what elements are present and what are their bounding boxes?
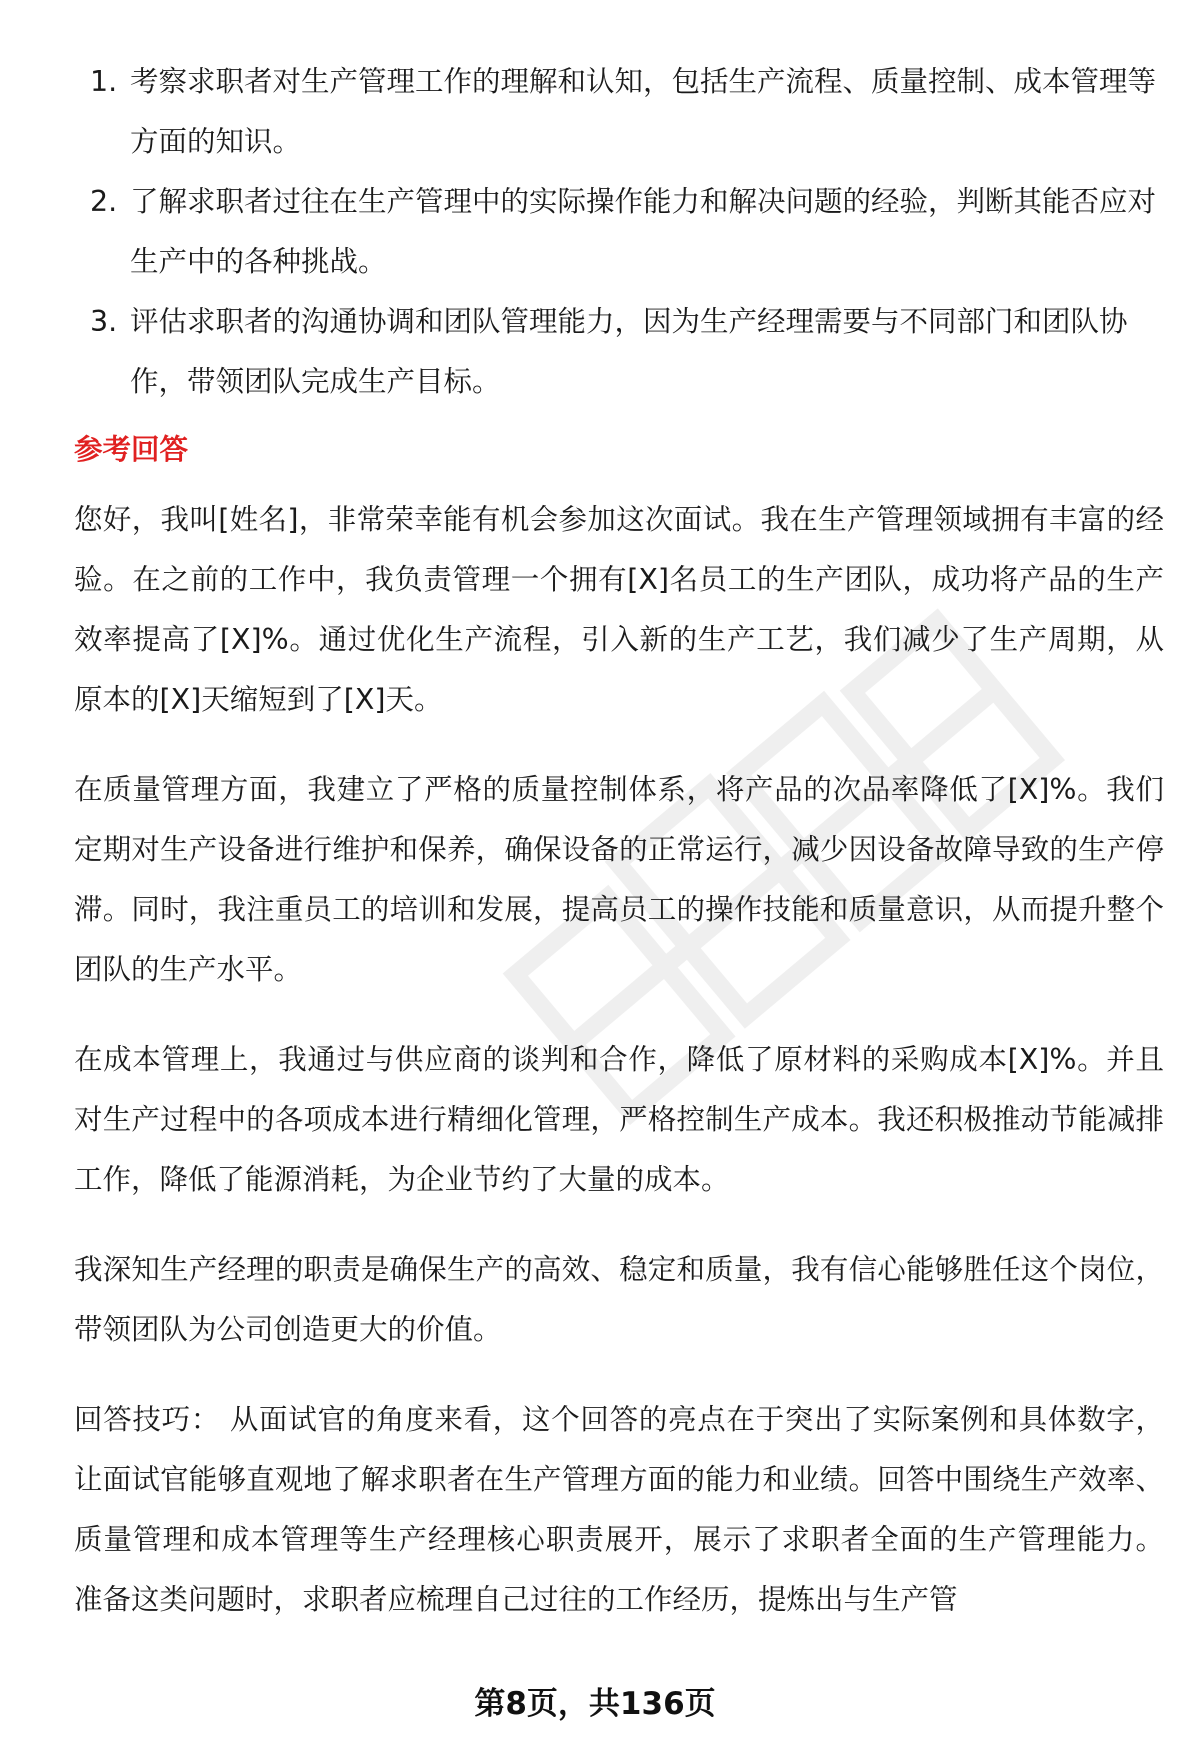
list-item-text: 考察求职者对生产管理工作的理解和认知，包括生产流程、质量控制、成本管理等方面的知识。 [130,65,1157,158]
list-item-number: 3. [90,305,118,338]
list-item-text: 评估求职者的沟通协调和团队管理能力，因为生产经理需要与不同部门和团队协作，带领团队完成生产目标。 [130,305,1128,398]
list-item [74,52,1164,172]
list-item [74,172,1164,292]
answer-paragraph: 您好，我叫[姓名]，非常荣幸能有机会参加这次面试。我在生产管理领域拥有丰富的经验。在之前的工作中，我负责管理一个拥有[X]名员工的生产团队，成功将产品的生产效率提高了[X]%。通过优化生产流程，引入新的生产工艺，我们减少了生产周期，从原本的[X]天缩短到了[X]天。 [74,503,1164,716]
list-item-number: 2. [90,185,118,218]
document-content [74,52,1164,1660]
answer-paragraph: 在成本管理上，我通过与供应商的谈判和合作，降低了原材料的采购成本[X]%。并且对生产过程中的各项成本进行精细化管理，严格控制生产成本。我还积极推动节能减排工作，降低了能源消耗，为企业节约了大量的成本。 [74,1043,1164,1196]
intro-list [74,52,1164,412]
list-item [74,292,1164,412]
answer-paragraph: 在质量管理方面，我建立了严格的质量控制体系，将产品的次品率降低了[X]%。我们定期对生产设备进行维护和保养，确保设备的正常运行，减少因设备故障导致的生产停滞。同时，我注重员工的培训和发展，提高员工的操作技能和质量意识，从而提升整个团队的生产水平。 [74,773,1164,986]
answer-paragraph: 我深知生产经理的职责是确保生产的高效、稳定和质量，我有信心能够胜任这个岗位，带领团队为公司创造更大的价值。 [74,1253,1164,1346]
section-heading: 参考回答 [74,433,189,466]
list-item-number: 1. [90,65,118,98]
list-item-text: 了解求职者过往在生产管理中的实际操作能力和解决问题的经验，判断其能否应对生产中的各种挑战。 [130,185,1157,278]
page-footer: 第8页，共136页 [474,1686,716,1722]
answer-tips-paragraph: 回答技巧： 从面试官的角度来看，这个回答的亮点在于突出了实际案例和具体数字，让面试官能够直观地了解求职者在生产管理方面的能力和业绩。回答中围绕生产效率、质量管理和成本管理等生产经理核心职责展开，展示了求职者全面的生产管理能力。 准备这类问题时，求职者应梳理自己过往的工作经历，提炼出与生产管 [74,1403,1164,1616]
